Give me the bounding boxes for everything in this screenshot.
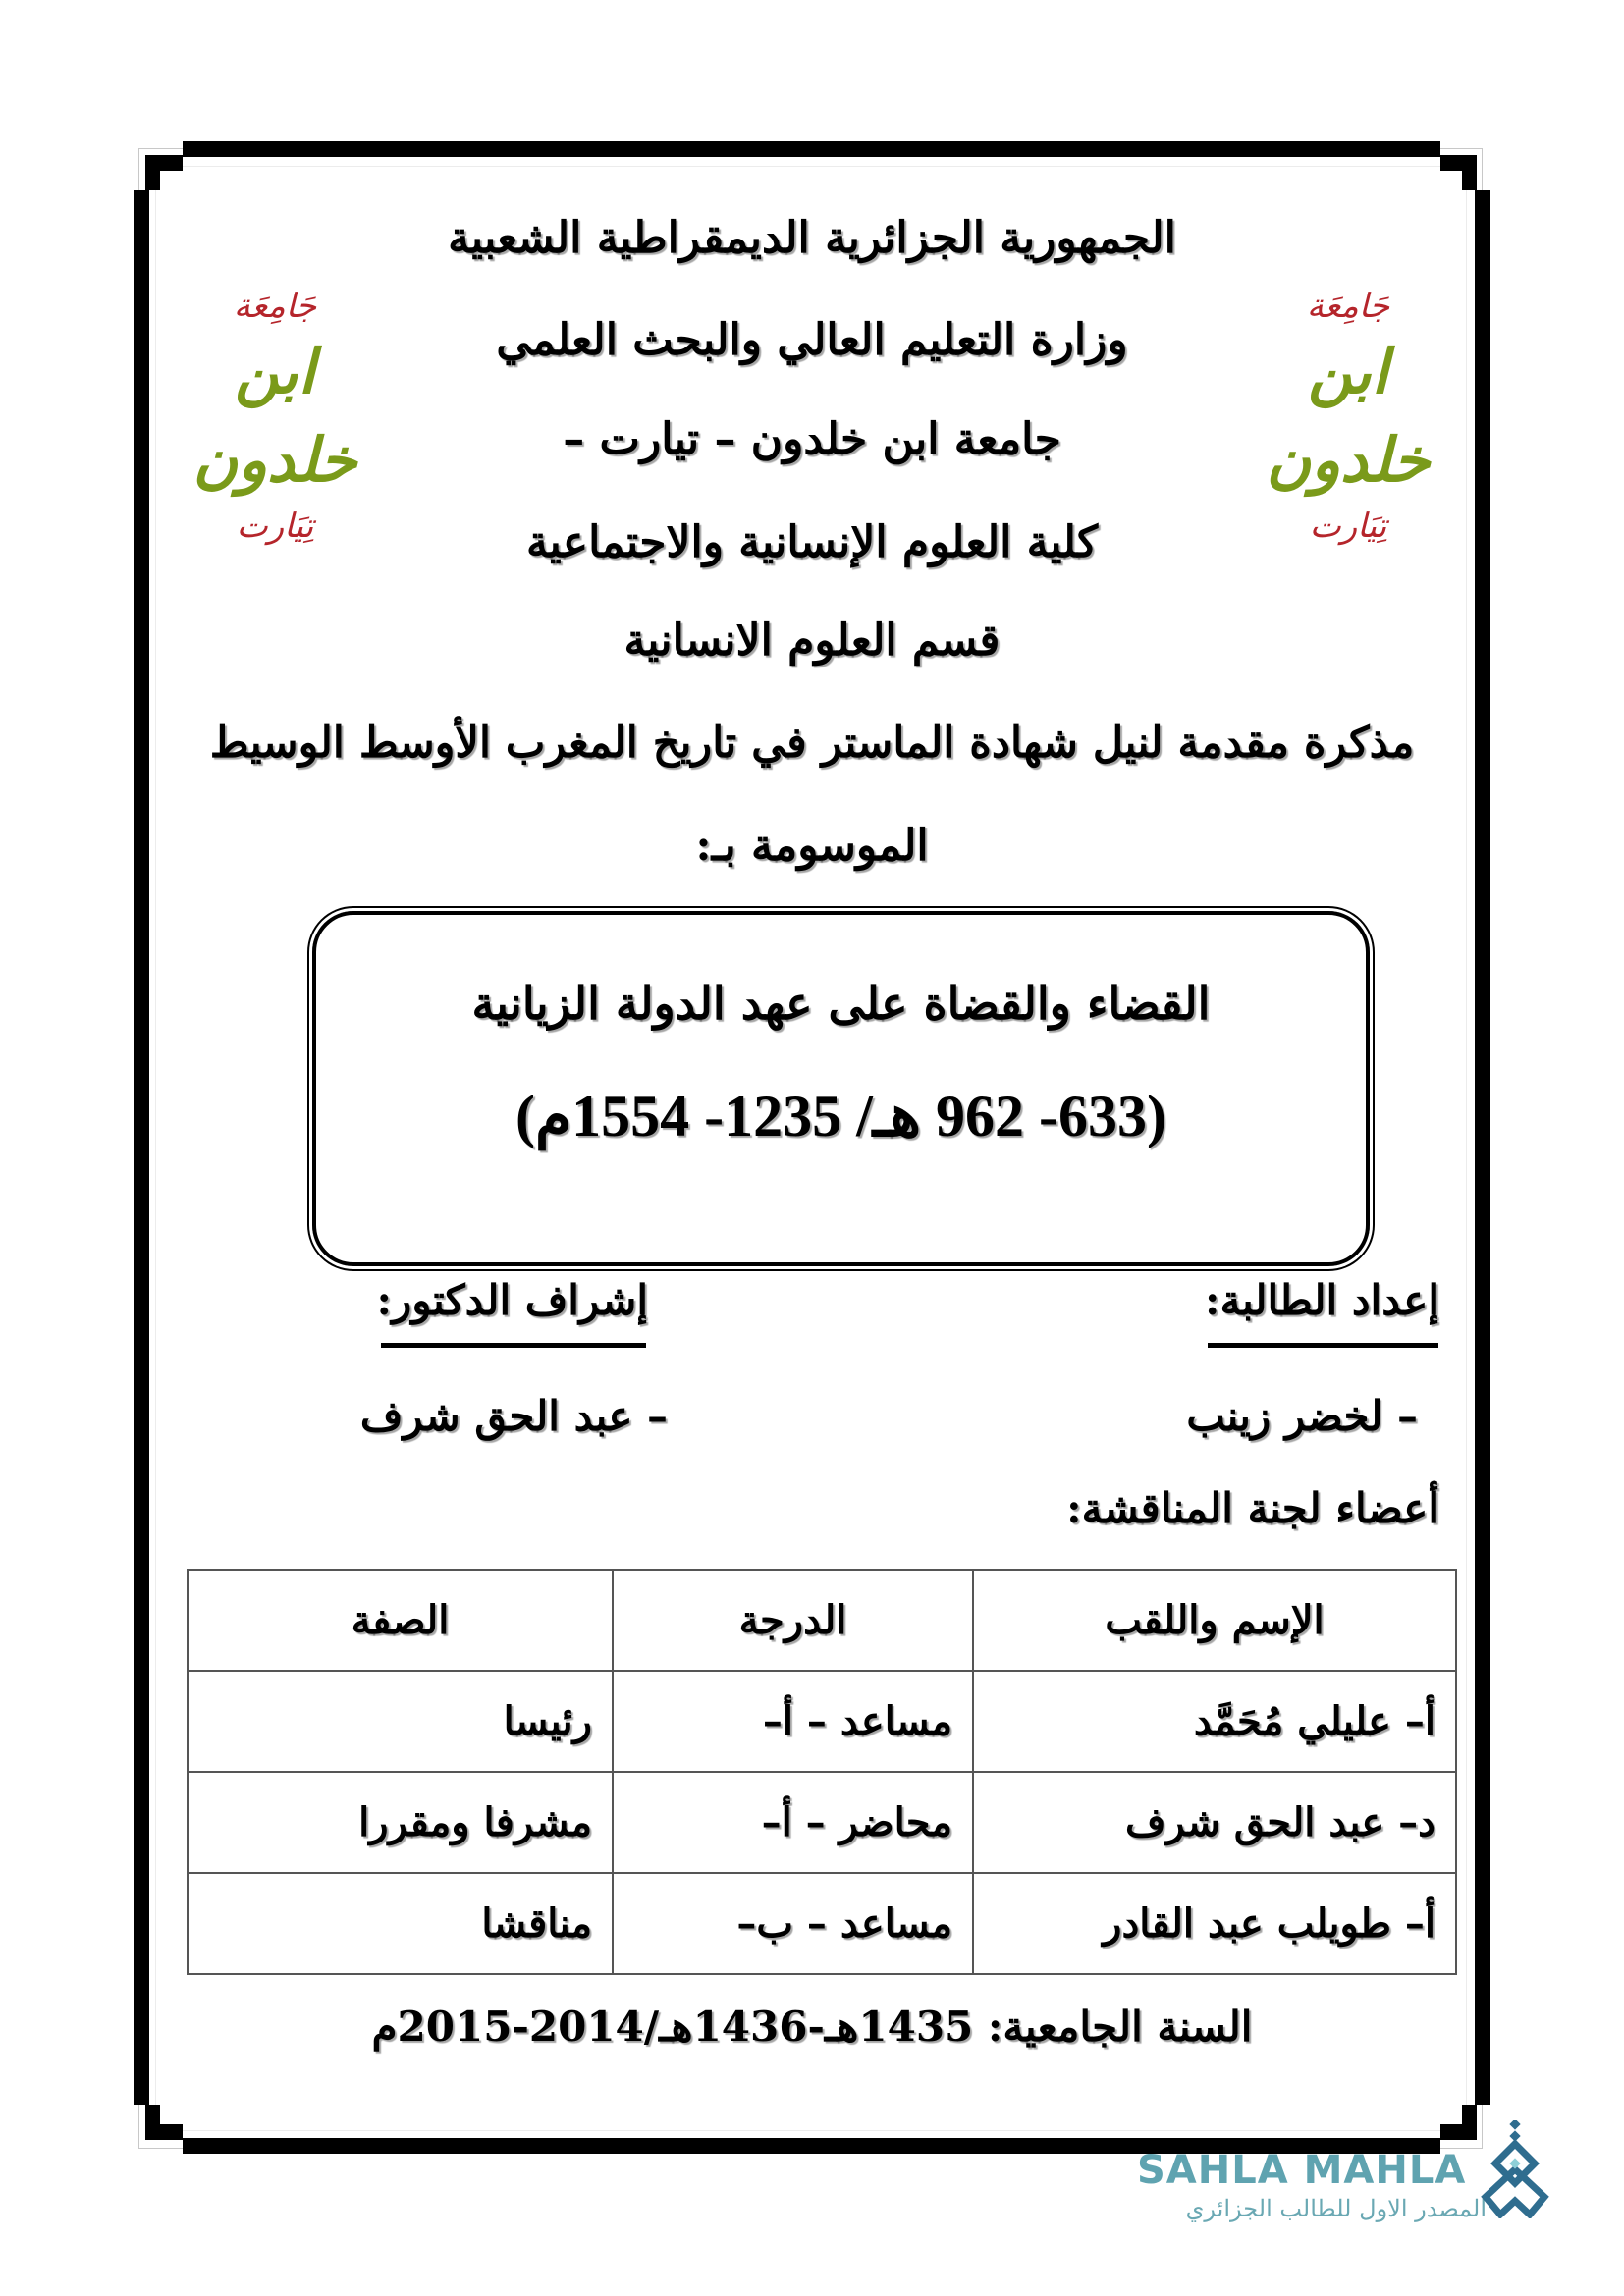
thesis-title-box bbox=[312, 911, 1370, 1266]
student-label-underline bbox=[1208, 1343, 1438, 1348]
member-role: مشرفا ومقررا bbox=[188, 1772, 613, 1873]
member-role: مناقشا bbox=[188, 1873, 613, 1974]
watermark-tagline: المصدر الاول للطالب الجزائري bbox=[1185, 2195, 1487, 2222]
member-rank: مساعد – أ– bbox=[613, 1671, 973, 1772]
header-department: قسم العلوم الانسانية bbox=[623, 615, 1001, 666]
logo-middle-text: ابن خلدون bbox=[192, 336, 357, 496]
border-top bbox=[183, 141, 1440, 157]
supervisor-label-underline bbox=[381, 1343, 646, 1348]
header-faculty: كلية العلوم الإنسانية والاجتماعية bbox=[525, 517, 1099, 567]
header-university: جامعة ابن خلدون – تيارت – bbox=[563, 414, 1061, 464]
header-ministry: وزارة التعليم العالي والبحث العلمي bbox=[496, 315, 1128, 365]
border-right bbox=[1475, 190, 1490, 2105]
table-row bbox=[188, 1873, 1456, 1974]
committee-table bbox=[187, 1569, 1457, 1975]
thesis-dates: (633- 962 هـ/ 1235- 1554م) bbox=[515, 1084, 1166, 1148]
logo-top-text: جَامِعَة bbox=[1306, 287, 1390, 326]
corner-tl-b bbox=[145, 155, 160, 190]
member-name: د– عبد الحق شرف bbox=[973, 1772, 1456, 1873]
member-name: أ– عليلي مُحَمَّد bbox=[973, 1671, 1456, 1772]
supervisor-label: إشراف الدكتور: bbox=[376, 1276, 648, 1324]
logo-bottom-text: تِيَارت bbox=[1309, 507, 1387, 546]
student-name: – لخضر زينب bbox=[1186, 1392, 1418, 1440]
academic-year: السنة الجامعية: 1435هـ-1436هـ/2014-2015م bbox=[371, 2002, 1253, 2051]
table-row bbox=[188, 1671, 1456, 1772]
supervisor-name: – عبد الحق شرف bbox=[359, 1392, 668, 1440]
corner-tr-b bbox=[1462, 155, 1477, 190]
watermark-logo-icon bbox=[1481, 2120, 1549, 2218]
header-name: الإسم واللقب bbox=[973, 1570, 1456, 1671]
border-left bbox=[134, 190, 149, 2105]
thesis-title: القضاء والقضاة على عهد الدولة الزيانية bbox=[471, 977, 1211, 1030]
logo-bottom-text: تِيَارت bbox=[236, 507, 314, 546]
header-rank: الدرجة bbox=[613, 1570, 973, 1671]
watermark-brand: SAHLA MAHLA bbox=[1137, 2148, 1467, 2193]
member-rank: مساعد – ب– bbox=[613, 1873, 973, 1974]
committee-label: أعضاء لجنة المناقشة: bbox=[1066, 1484, 1439, 1532]
logo-top-text: جَامِعَة bbox=[233, 287, 317, 326]
header-republic: الجمهورية الجزائرية الديمقراطية الشعبية bbox=[448, 213, 1176, 263]
corner-br-b bbox=[1462, 2105, 1477, 2140]
table-row bbox=[188, 1772, 1456, 1873]
student-label: إعداد الطالبة: bbox=[1205, 1276, 1439, 1324]
logo-middle-text: ابن خلدون bbox=[1266, 336, 1431, 496]
member-rank: محاضر – أ– bbox=[613, 1772, 973, 1873]
corner-bl-b bbox=[145, 2105, 160, 2140]
header-role: الصفة bbox=[188, 1570, 613, 1671]
header-thesis-description: مذكرة مقدمة لنيل شهادة الماستر في تاريخ المغرب الأوسط الوسيط bbox=[209, 719, 1415, 768]
member-role: رئيسا bbox=[188, 1671, 613, 1772]
member-name: أ– طويلب عبد القادر bbox=[973, 1873, 1456, 1974]
header-entitled: الموسومة بـ: bbox=[695, 821, 929, 871]
table-header-row bbox=[188, 1570, 1456, 1671]
